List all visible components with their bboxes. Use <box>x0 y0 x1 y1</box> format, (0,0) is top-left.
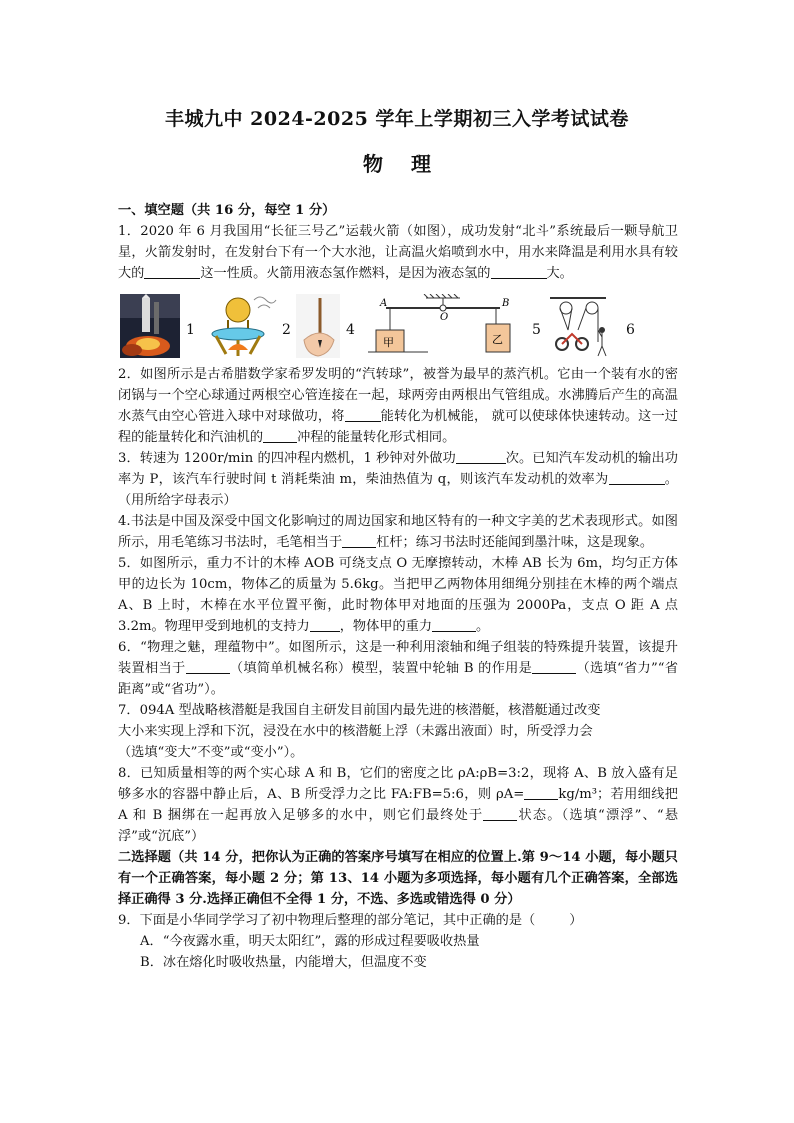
q3-text-b: 次。已知汽车发动机的输出功率为 P，该汽车行驶时间 t 消耗柴油 m，柴油热值为 q，则该汽车发动机的效率为 <box>118 451 678 487</box>
q1-text-a: 1．2020 年 6 月我国用“长征三号乙”运载火箭（如图），成功发射“北斗”系统最后一颗导航卫星，火箭发射时，在发射台下有一个大水池，让高温火焰喷到水中，用水来降温是利用水具有较大的 <box>118 224 678 281</box>
q2-text-b: 能转化为机械能， 就可以使球体快速转动。这一过程的能量转化和汽油机的 <box>118 409 678 445</box>
question-6 <box>118 637 678 700</box>
answer-blank[interactable] <box>144 263 200 279</box>
q5-text-c: 。 <box>476 619 490 634</box>
question-1 <box>118 221 678 284</box>
lifting-device-figure <box>544 294 616 358</box>
answer-blank[interactable] <box>432 616 476 632</box>
q4-text-b: 杠杆；练习书法时还能闻到墨汁味，这是现象。 <box>376 535 654 550</box>
writing-brush-figure <box>296 294 340 358</box>
question-9 <box>118 910 678 931</box>
exam-title: 丰城九中 2024-2025 学年上学期初三入学考试试卷 <box>165 108 629 130</box>
subject-title: 物理 <box>363 152 459 176</box>
q8-text-a: 8．已知质量相等的两个实心球 A 和 B，它们的密度之比 ρA:ρB=3:2，现将 A、B 放入盛有足够多水的容器中静止后，A、B 所受浮力之比 FA:FB=5:6，则 ρA= <box>118 766 678 802</box>
answer-blank[interactable] <box>456 448 506 464</box>
figure-number: 1 <box>186 322 195 338</box>
q2-text-c: 冲程的能量转化形式相同。 <box>297 430 456 445</box>
question-7 <box>118 700 678 763</box>
exam-content <box>118 200 678 973</box>
answer-blank[interactable] <box>524 784 558 800</box>
q9-stem-end: ） <box>569 913 583 928</box>
rocket-launch-image <box>120 294 180 358</box>
figure-number: 5 <box>532 322 541 338</box>
q1-text-b: 这一性质。火箭用液态氢作燃料，是因为液态氢的 <box>200 266 491 281</box>
answer-blank[interactable] <box>609 469 665 485</box>
lever-diagram <box>368 294 528 358</box>
q6-text-b: （填简单机械名称）模型，装置中轮轴 B 的作用是 <box>229 661 533 676</box>
q5-text-a: 5．如图所示，重力不计的木棒 AOB 可绕支点 O 无摩擦转动，木棒 AB 长为 6m，均匀正方体甲的边长为 10cm，物体乙的质量为 5.6kg。当把甲乙两物体用细绳分别挂在木棒的两个端点 A、B 上时，木棒在水平位置平衡，此时物体甲对地面的压强为 2000Pa，支点 O 距 A 点 3.2m。物理甲受到地机的支持力 <box>118 556 678 634</box>
question-4 <box>118 511 678 553</box>
q5-text-b: ，物体甲的重力 <box>339 619 433 634</box>
answer-blank[interactable] <box>186 658 230 674</box>
figure-row <box>118 294 678 358</box>
question-5 <box>118 553 678 637</box>
q2-text-a: 2．如图所示是古希腊数学家希罗发明的“汽转球”，被誉为最早的蒸汽机。它由一个装有水的密闭锅与一个空心球通过两根空心管连接在一起，球两旁由两根出气管组成。水沸腾后产生的高温水蒸气由空心管进入球中对球做功，将 <box>118 367 678 424</box>
figure-number: 4 <box>346 322 355 338</box>
q7-line-1: 7．094A 型战略核潜艇是我国自主研发目前国内最先进的核潜艇，核潜艇通过改变 <box>118 703 601 718</box>
answer-blank[interactable] <box>342 532 376 548</box>
answer-blank[interactable] <box>310 616 340 632</box>
q3-text-c: 。（用所给字母表示） <box>118 472 678 508</box>
answer-blank[interactable] <box>483 805 517 821</box>
answer-blank[interactable] <box>491 263 547 279</box>
point-o-label: O <box>440 312 449 323</box>
answer-blank[interactable] <box>345 406 381 422</box>
answer-blank[interactable] <box>532 658 576 674</box>
aeolipile-figure <box>202 294 278 358</box>
object-jia-label: 甲 <box>383 336 394 349</box>
q7-line-3: （选填“变大”不变”或“变小”）。 <box>118 745 304 760</box>
q3-text-a: 3．转速为 1200r/min 的四冲程内燃机，1 秒钟对外做功 <box>118 451 456 466</box>
section1-heading: 一、填空题（共 16 分，每空 1 分） <box>118 203 336 218</box>
point-b-label: B <box>502 298 510 309</box>
question-2 <box>118 364 678 448</box>
question-8 <box>118 763 678 847</box>
section2-heading: 二选择题（共 14 分，把你认为正确的答案序号填写在相应的位置上.第 9～14 小题，每小题只有一个正确答案，每小题 2 分；第 13、14 小题为多项选择，每小题有几个正确答案，全部选择正确得 3 分.选择正确但不全得 1 分，不选、多选或错选得 0 分） <box>118 850 678 907</box>
point-a-label: A <box>380 298 388 309</box>
q8-text-c: 状态。（选填“漂浮”、“悬浮”或“沉底”） <box>118 808 679 844</box>
q6-text-c: （选填“省力”“省距离”或“省功”）。 <box>118 661 679 697</box>
object-yi-label: 乙 <box>492 333 503 346</box>
q6-text-a: 6．“物理之魅，理蕴物中”。如图所示，这是一种利用滚轴和绳子组装的特殊提升装置，该提升装置相当于 <box>118 640 678 676</box>
q8-text-b: kg/m³；若用细线把 A 和 B 捆绑在一起再放入足够多的水中，则它们最终处于 <box>118 787 678 823</box>
q7-line-2: 大小来实现上浮和下沉，浸没在水中的核潜艇上浮（未露出液面）时，所受浮力会 <box>118 724 593 739</box>
option-a[interactable]: A．“今夜露水重，明天太阳红”，露的形成过程要吸收热量 <box>140 934 480 949</box>
figure-number: 2 <box>282 322 291 338</box>
q1-text-c: 大。 <box>546 266 573 281</box>
answer-blank[interactable] <box>263 427 297 443</box>
figure-number: 6 <box>626 322 635 338</box>
q4-text-a: 4.书法是中国及深受中国文化影响过的周边国家和地区特有的一种文字美的艺术表现形式。如图所示，用毛笔练习书法时，毛笔相当于 <box>118 514 678 550</box>
q9-stem: 9．下面是小华同学学习了初中物理后整理的部分笔记，其中正确的是（ <box>118 913 536 928</box>
option-b[interactable]: B．冰在熔化时吸收热量，内能增大，但温度不变 <box>140 955 427 970</box>
question-3 <box>118 448 678 511</box>
